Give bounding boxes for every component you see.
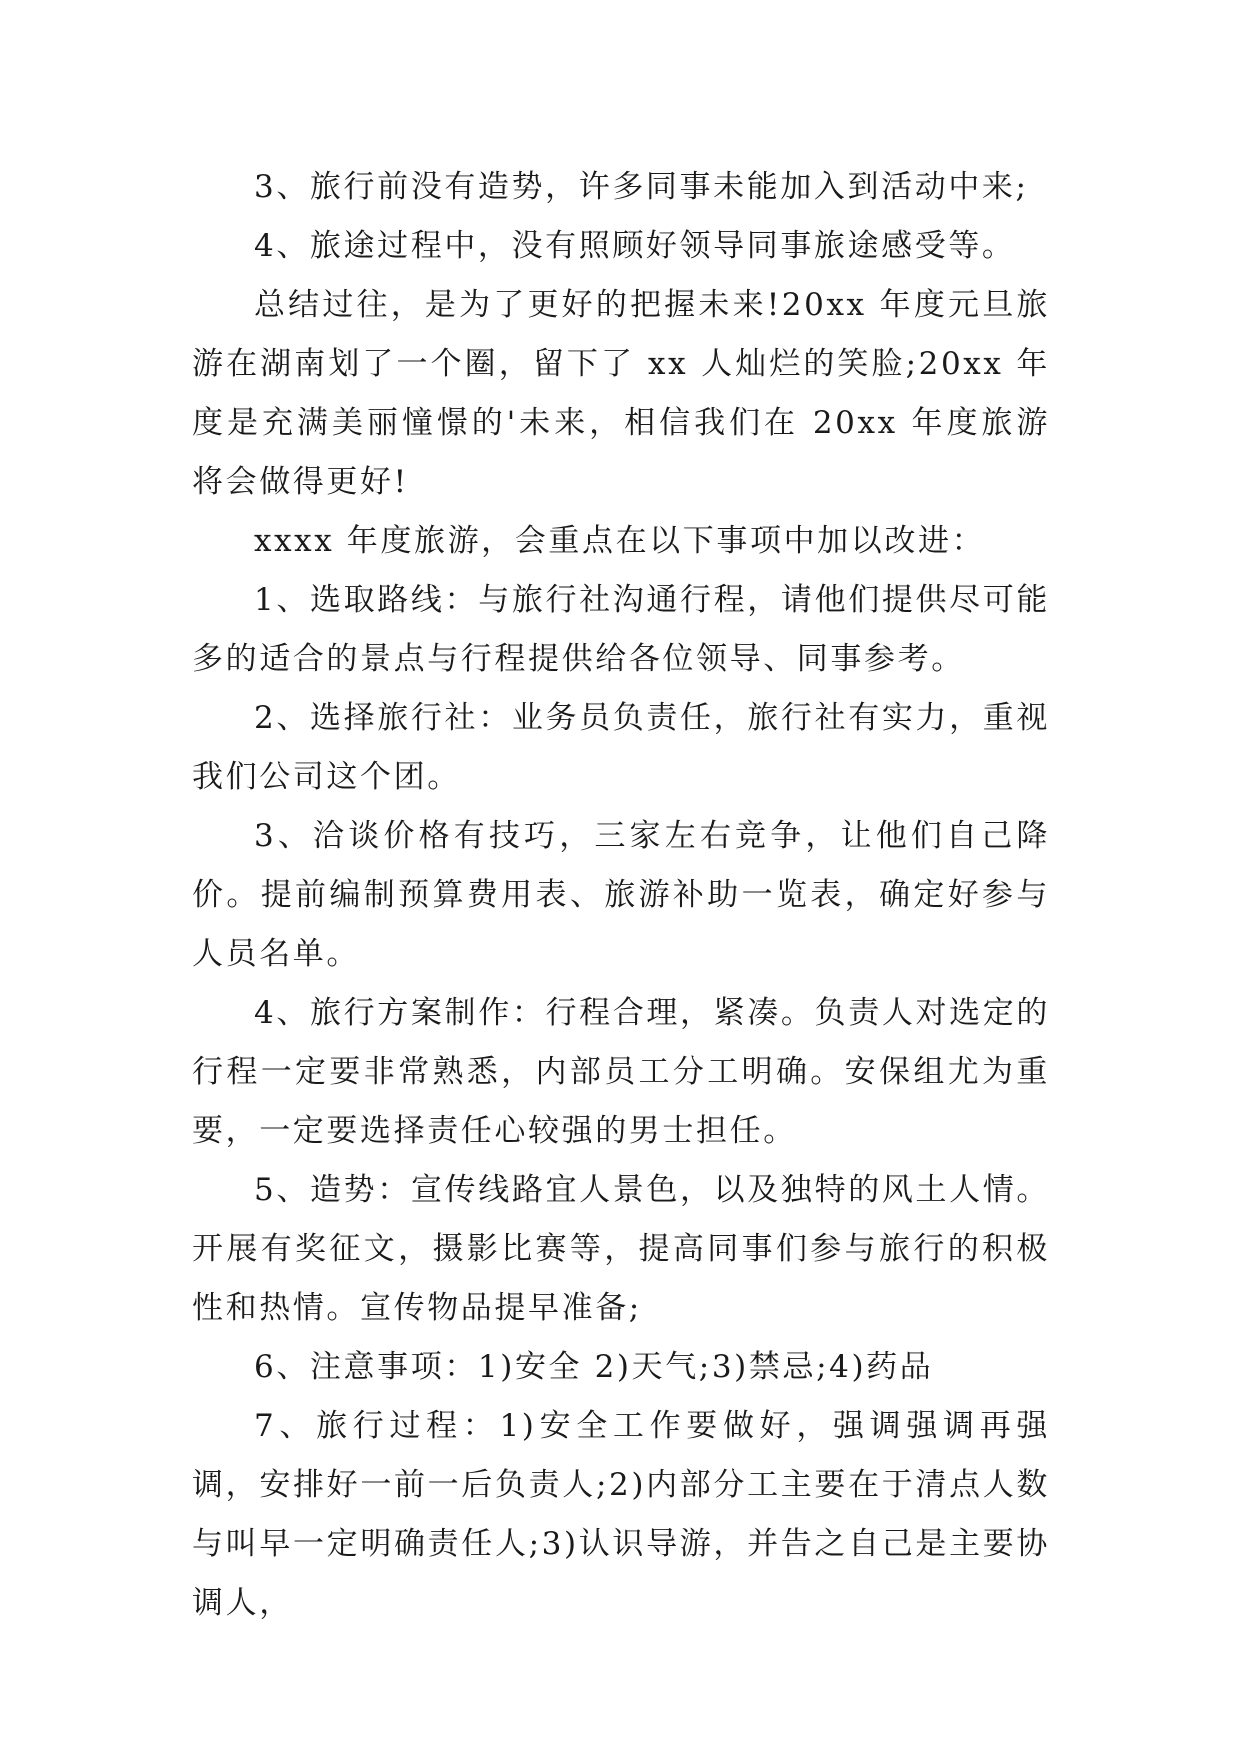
document-body [192,158,1050,1633]
paragraph-4: xxxx 年度旅游，会重点在以下事项中加以改进： [254,523,986,559]
paragraph-10: 6、注意事项：1)安全 2)天气;3)禁忌;4)药品 [254,1349,934,1385]
paragraph-1: 3、旅行前没有造势，许多同事未能加入到活动中来; [254,169,1029,205]
paragraph-6: 2、选择旅行社：业务员负责任，旅行社有实力，重视我们公司这个团。 [192,700,1050,795]
paragraph-11: 7、旅行过程：1)安全工作要做好，强调强调再强调，安排好一前一后负责人;2)内部分工主要在于清点人数与叫早一定明确责任人;3)认识导游，并告之自己是主要协调人， [192,1408,1050,1621]
paragraph-5: 1、选取路线：与旅行社沟通行程，请他们提供尽可能多的适合的景点与行程提供给各位领导、同事参考。 [192,582,1050,677]
paragraph-2: 4、旅途过程中，没有照顾好领导同事旅途感受等。 [254,228,1016,264]
paragraph-3: 总结过往，是为了更好的把握未来!20xx 年度元旦旅游在湖南划了一个圈，留下了 xx 人灿烂的笑脸;20xx 年度是充满美丽憧憬的'未来，相信我们在 20xx 年度旅游将会做得更好! [192,287,1050,500]
paragraph-9: 5、造势：宣传线路宜人景色，以及独特的风土人情。开展有奖征文，摄影比赛等，提高同事们参与旅行的积极性和热情。宣传物品提早准备; [192,1172,1050,1326]
paragraph-8: 4、旅行方案制作：行程合理，紧凑。负责人对选定的行程一定要非常熟悉，内部员工分工明确。安保组尤为重要，一定要选择责任心较强的男士担任。 [192,995,1050,1149]
paragraph-7: 3、洽谈价格有技巧，三家左右竞争，让他们自己降价。提前编制预算费用表、旅游补助一览表，确定好参与人员名单。 [192,818,1050,972]
